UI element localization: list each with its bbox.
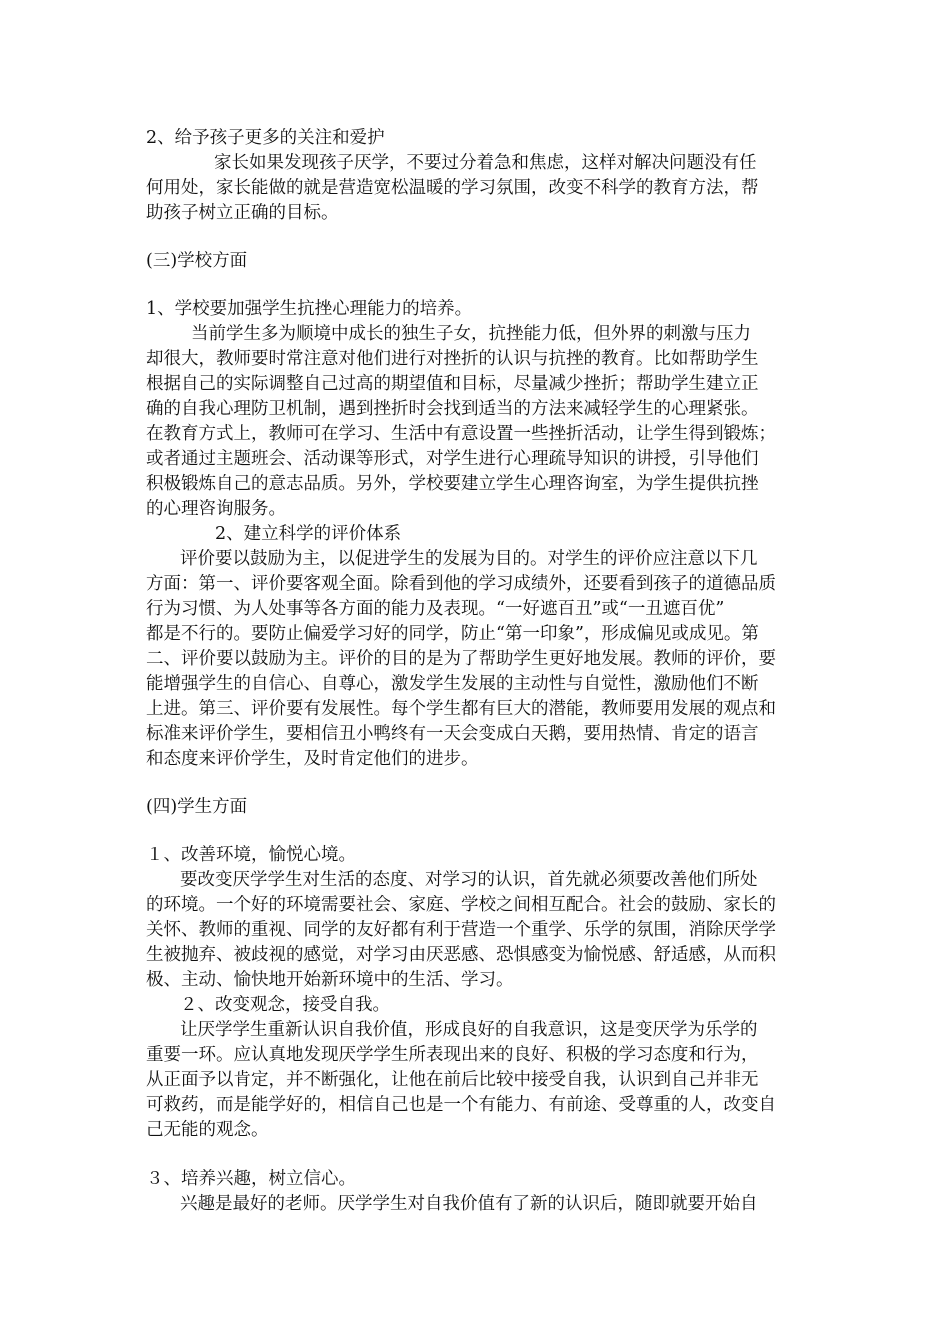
paragraph-line: 方面：第一、评价要客观全面。除看到他的学习成绩外，还要看到孩子的道德品质: [146, 574, 776, 594]
section-title: (四)学生方面: [146, 797, 248, 817]
item-heading: １、改善环境，愉悦心境。: [146, 845, 356, 865]
paragraph-line: 行为习惯、为人处事等各方面的能力及表现。“一好遮百丑”或“一丑遮百优”: [146, 599, 725, 619]
paragraph-line: 何用处，家长能做的就是营造宽松温暖的学习氛围，改变不科学的教育方法，帮: [146, 178, 759, 198]
paragraph-line: 要改变厌学学生对生活的态度、对学习的认识，首先就必须要改善他们所处: [180, 870, 758, 890]
paragraph-line: 积极锻炼自己的意志品质。另外，学校要建立学生心理咨询室，为学生提供抗挫: [146, 474, 759, 494]
paragraph-line: 当前学生多为顺境中成长的独生子女，抗挫能力低，但外界的刺激与压力: [191, 324, 751, 344]
paragraph-line: 可救药，而是能学好的，相信自己也是一个有能力、有前途、受尊重的人，改变自: [146, 1095, 776, 1115]
paragraph-line: 让厌学学生重新认识自我价值，形成良好的自我意识，这是变厌学为乐学的: [180, 1020, 758, 1040]
item-heading: ３、培养兴趣，树立信心。: [146, 1169, 356, 1189]
paragraph-line: 根据自己的实际调整自己过高的期望值和目标，尽量减少挫折；帮助学生建立正: [146, 374, 759, 394]
paragraph-line: 的心理咨询服务。: [146, 499, 286, 519]
paragraph-line: 生被抛弃、被歧视的感觉，对学习由厌恶感、恐惧感变为愉悦感、舒适感，从而积: [146, 945, 776, 965]
item-heading: 1、学校要加强学生抗挫心理能力的培养。: [146, 299, 473, 319]
section-heading: 2、给予孩子更多的关注和爱护: [146, 128, 385, 148]
paragraph-line: 助孩子树立正确的目标。: [146, 203, 339, 223]
paragraph-line: 二、评价要以鼓励为主。评价的目的是为了帮助学生更好地发展。教师的评价，要: [146, 649, 776, 669]
paragraph-line: 的环境。一个好的环境需要社会、家庭、学校之间相互配合。社会的鼓励、家长的: [146, 895, 776, 915]
paragraph-line: 上进。第三、评价要有发展性。每个学生都有巨大的潜能，教师要用发展的观点和: [146, 699, 776, 719]
paragraph-line: 从正面予以肯定，并不断强化，让他在前后比较中接受自我，认识到自己并非无: [146, 1070, 759, 1090]
paragraph-line: 都是不行的。要防止偏爱学习好的同学，防止“第一印象”，形成偏见或成见。第: [146, 624, 759, 644]
paragraph-line: 评价要以鼓励为主，以促进学生的发展为目的。对学生的评价应注意以下几: [180, 549, 758, 569]
paragraph-line: 标准来评价学生，要相信丑小鸭终有一天会变成白天鹅，要用热情、肯定的语言: [146, 724, 759, 744]
item-heading: ２、改变观念，接受自我。: [180, 995, 390, 1015]
paragraph-line: 重要一环。应认真地发现厌学学生所表现出来的良好、积极的学习态度和行为，: [146, 1045, 759, 1065]
paragraph-line: 或者通过主题班会、活动课等形式，对学生进行心理疏导知识的讲授，引导他们: [146, 449, 759, 469]
item-heading: 2、建立科学的评价体系: [215, 524, 402, 544]
paragraph-line: 确的自我心理防卫机制，遇到挫折时会找到适当的方法来减轻学生的心理紧张。: [146, 399, 759, 419]
paragraph-line: 极、主动、愉快地开始新环境中的生活、学习。: [146, 970, 514, 990]
paragraph-line: 能增强学生的自信心、自尊心，激发学生发展的主动性与自觉性，激励他们不断: [146, 674, 759, 694]
paragraph-line: 和态度来评价学生，及时肯定他们的进步。: [146, 749, 479, 769]
section-title: (三)学校方面: [146, 251, 248, 271]
paragraph-line: 兴趣是最好的老师。厌学学生对自我价值有了新的认识后，随即就要开始自: [180, 1194, 758, 1214]
paragraph-line: 关怀、教师的重视、同学的友好都有利于营造一个重学、乐学的氛围，消除厌学学: [146, 920, 776, 940]
paragraph-line: 家长如果发现孩子厌学，不要过分着急和焦虑，这样对解决问题没有任: [214, 153, 757, 173]
paragraph-line: 却很大，教师要时常注意对他们进行对挫折的认识与抗挫的教育。比如帮助学生: [146, 349, 759, 369]
paragraph-line: 在教育方式上，教师可在学习、生活中有意设置一些挫折活动，让学生得到锻炼；: [146, 424, 776, 444]
paragraph-line: 己无能的观念。: [146, 1120, 269, 1140]
